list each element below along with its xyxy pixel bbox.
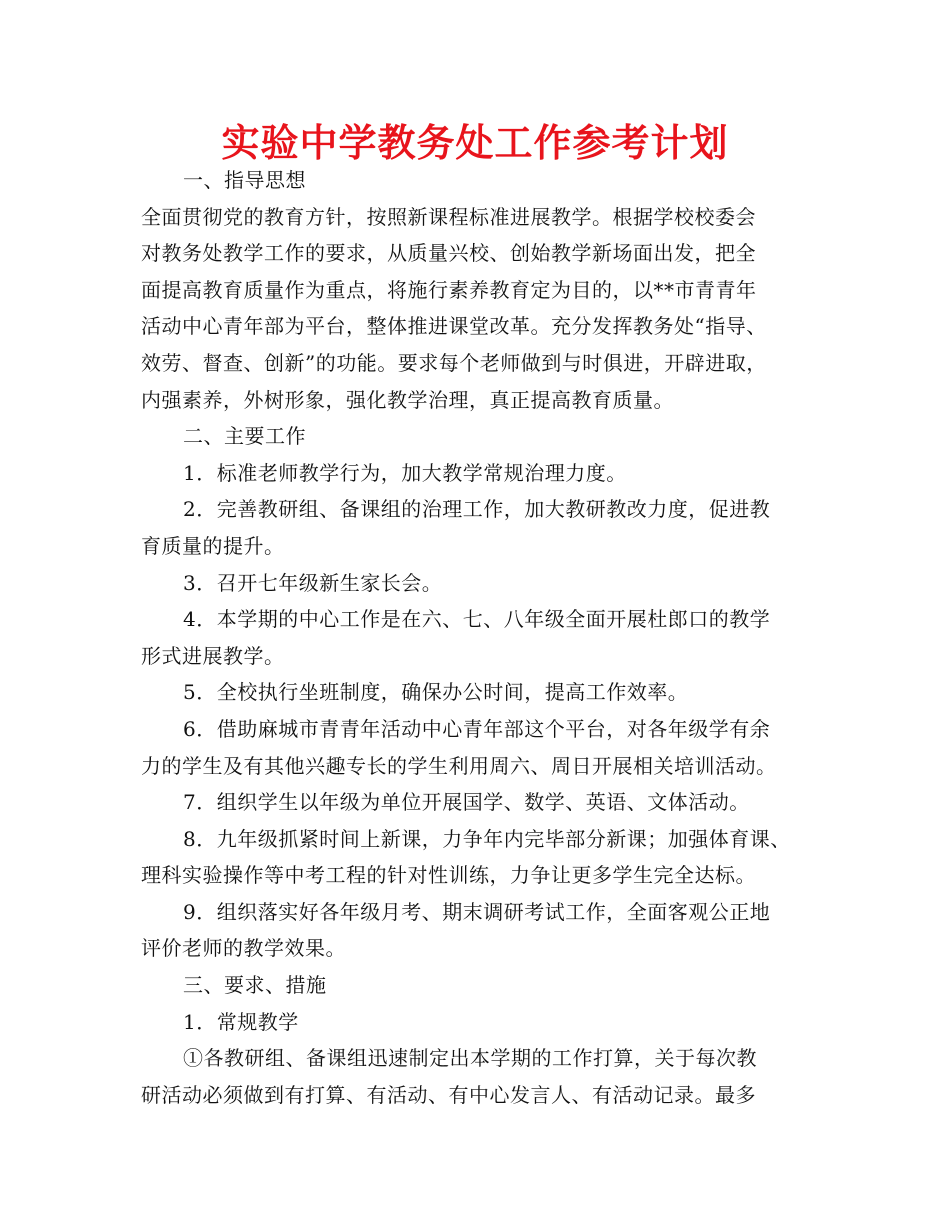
text-line: 研活动必须做到有打算、有活动、有中心发言人、有活动记录。最多 [141,1082,756,1107]
document-title: 实验中学教务处工作参考计划 [221,121,729,165]
text-line: 5．全校执行坐班制度，确保办公时间，提高工作效率。 [183,680,689,705]
text-line: 1．常规教学 [183,1009,299,1034]
text-line: 活动中心青年部为平台，整体推进课堂改革。充分发挥教务处“指导、 [141,314,767,339]
text-line: 6．借助麻城市青青年活动中心青年部这个平台，对各年级学有余 [183,716,771,741]
text-line: 力的学生及有其他兴趣专长的学生利用周六、周日开展相关培训活动。 [141,753,777,778]
text-line: 8．九年级抓紧时间上新课，力争年内完毕部分新课；加强体育课、 [183,826,791,851]
text-line: 3．召开七年级新生家长会。 [183,570,443,595]
text-line: 形式进展教学。 [141,643,285,668]
text-line: 2．完善教研组、备课组的治理工作，加大教研教改力度，促进教 [183,497,771,522]
text-line: 效劳、督查、创新”的功能。要求每个老师做到与时俱进，开辟进取， [141,350,767,375]
text-line: 育质量的提升。 [141,533,285,558]
text-line: 二、主要工作 [183,424,306,449]
text-line: 理科实验操作等中考工程的针对性训练，力争让更多学生完全达标。 [141,863,756,888]
text-line: 对教务处教学工作的要求，从质量兴校、创始教学新场面出发，把全 [141,241,756,266]
text-line: 1．标准老师教学行为，加大教学常规治理力度。 [183,460,627,485]
text-line: 7．组织学生以年级为单位开展国学、数学、英语、文体活动。 [183,790,750,815]
text-line: 评价老师的教学效果。 [141,936,346,961]
text-line: 内强素养，外树形象，强化教学治理，真正提高教育质量。 [141,387,674,412]
text-line: 三、要求、措施 [183,973,327,998]
text-line: 全面贯彻党的教育方针，按照新课程标准进展教学。根据学校校委会 [141,204,756,229]
text-line: 4．本学期的中心工作是在六、七、八年级全面开展杜郎口的教学 [183,607,771,632]
text-line: 一、指导思想 [183,168,306,192]
text-line: ①各教研组、备课组迅速制定出本学期的工作打算，关于每次教 [183,1046,757,1071]
text-line: 面提高教育质量作为重点，将施行素养教育定为目的，以**市青青年 [141,277,757,302]
document-body [141,162,831,1113]
text-line: 9．组织落实好各年级月考、期末调研考试工作，全面客观公正地 [183,899,771,924]
